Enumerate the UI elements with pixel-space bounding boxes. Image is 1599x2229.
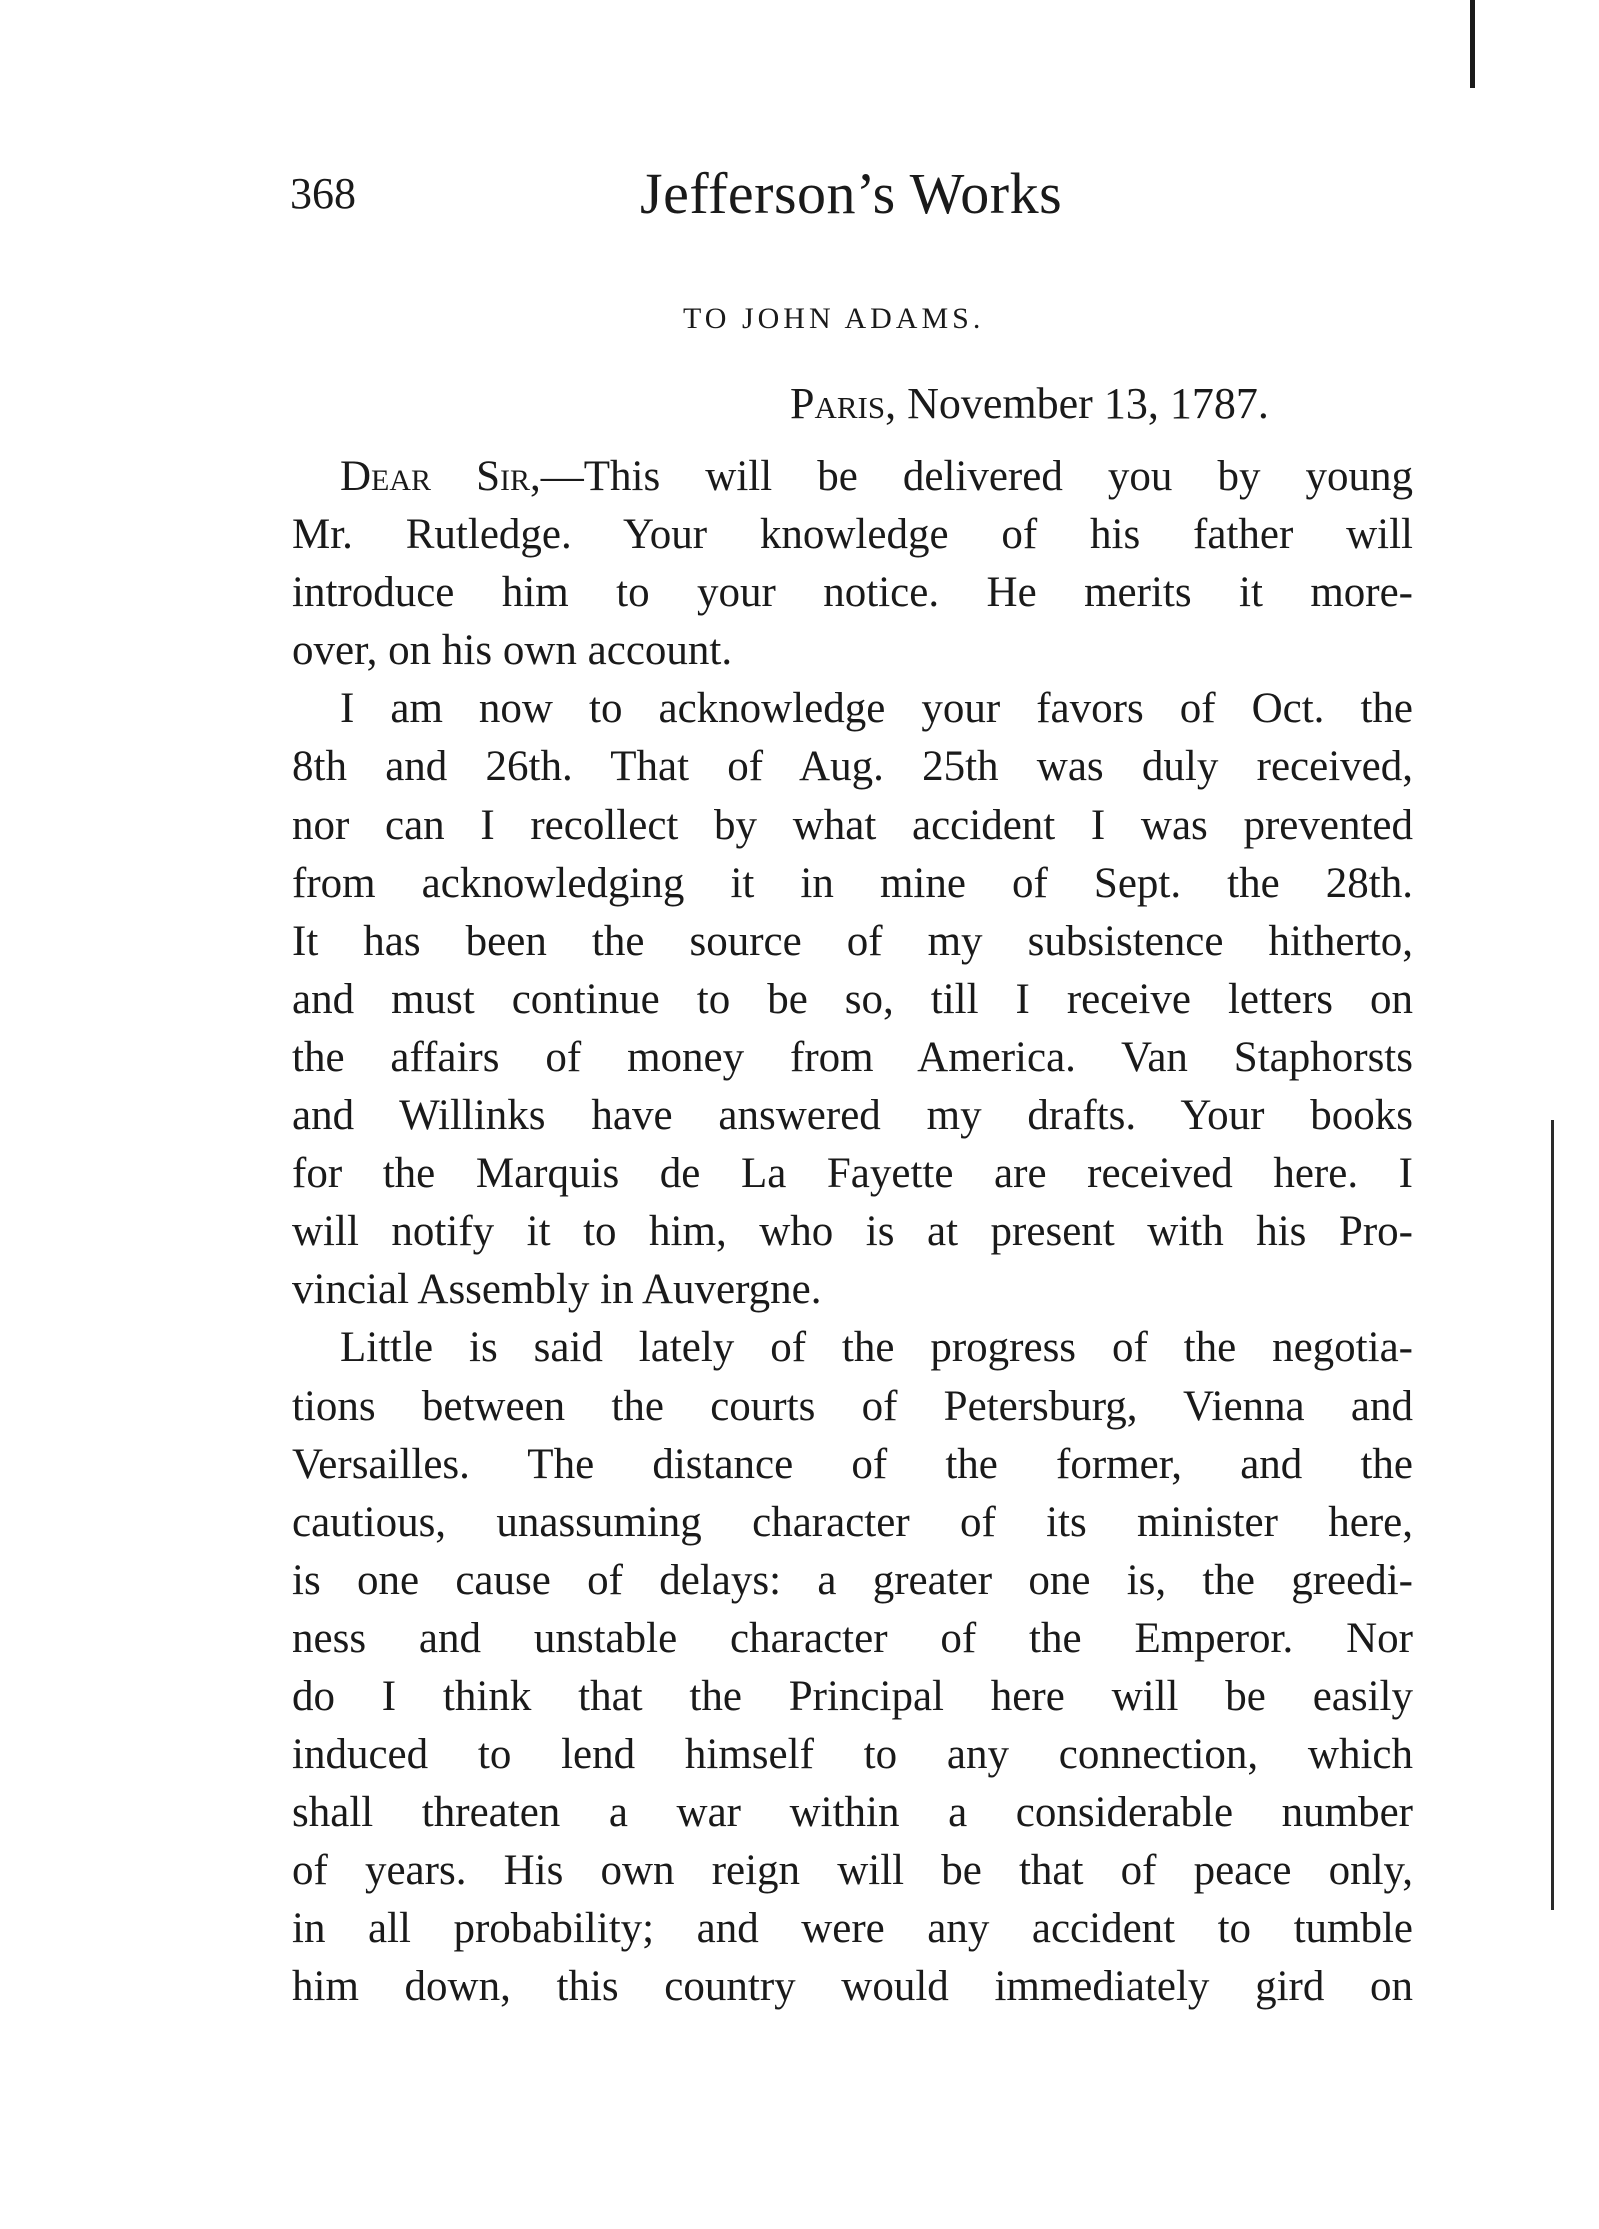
text-line: Mr. Rutledge. Your knowledge of his father will (292, 511, 1413, 559)
letter-body (292, 448, 1413, 2017)
page-edge-mark (1470, 0, 1475, 88)
text-line: It has been the source of my subsistence hitherto, (292, 917, 1413, 965)
text-line (292, 448, 1413, 506)
text-line: the affairs of money from America. Van Staphorsts (292, 1033, 1413, 1081)
paragraph-2 (292, 680, 1413, 1319)
text-line: Little is said lately of the progress of the negotia- (340, 1324, 1413, 1372)
text-line: and Willinks have answered my drafts. Your books (292, 1092, 1413, 1140)
text-line: shall threaten a war within a considerable number (292, 1789, 1413, 1837)
text-line: and must continue to be so, till I receive letters on (292, 975, 1413, 1023)
text-line: over, on his own account. (292, 627, 733, 675)
text-line: nor can I recollect by what accident I was prevented (292, 801, 1413, 849)
text-line-content: —This will be delivered you by young (540, 453, 1413, 500)
salutation: Dear Sir, (340, 453, 541, 500)
text-line: introduce him to your notice. He merits it more- (292, 569, 1413, 617)
text-line: in all probability; and were any accident to tumble (292, 1905, 1413, 1953)
text-line: I am now to acknowledge your favors of Oct. the (340, 685, 1413, 733)
text-line: from acknowledging it in mine of Sept. the 28th. (292, 859, 1413, 907)
text-line: Versailles. The distance of the former, and the (292, 1440, 1413, 1488)
dateline-date: November 13, 1787. (907, 379, 1269, 428)
text-line: 8th and 26th. That of Aug. 25th was duly received, (292, 743, 1413, 791)
letter-addressee: TO JOHN ADAMS. (683, 302, 985, 335)
text-line: do I think that the Principal here will be easily (292, 1672, 1413, 1720)
text-line: will notify it to him, who is at present with his Pro- (292, 1208, 1413, 1256)
text-line: of years. His own reign will be that of peace only, (292, 1847, 1413, 1895)
paragraph-1 (292, 448, 1413, 680)
text-line: for the Marquis de La Fayette are received here. I (292, 1150, 1413, 1198)
text-line: is one cause of delays: a greater one is, the greedi- (292, 1556, 1413, 1604)
margin-rule (1551, 1120, 1554, 1910)
text-line: ness and unstable character of the Emperor. Nor (292, 1614, 1413, 1662)
text-line: tions between the courts of Petersburg, Vienna and (292, 1382, 1413, 1430)
text-line: vincial Assembly in Auvergne. (292, 1266, 822, 1314)
paragraph-3 (292, 1319, 1413, 2016)
running-title: Jefferson’s Works (640, 161, 1063, 226)
text-line: induced to lend himself to any connection, which (292, 1731, 1413, 1779)
text-line: him down, this country would immediately gird on (292, 1963, 1413, 2011)
text-line: cautious, unassuming character of its minister here, (292, 1498, 1413, 1546)
running-head (290, 160, 1410, 240)
dateline-place: Paris, (790, 379, 897, 428)
letter-dateline (790, 378, 1269, 429)
page-number: 368 (290, 169, 356, 218)
